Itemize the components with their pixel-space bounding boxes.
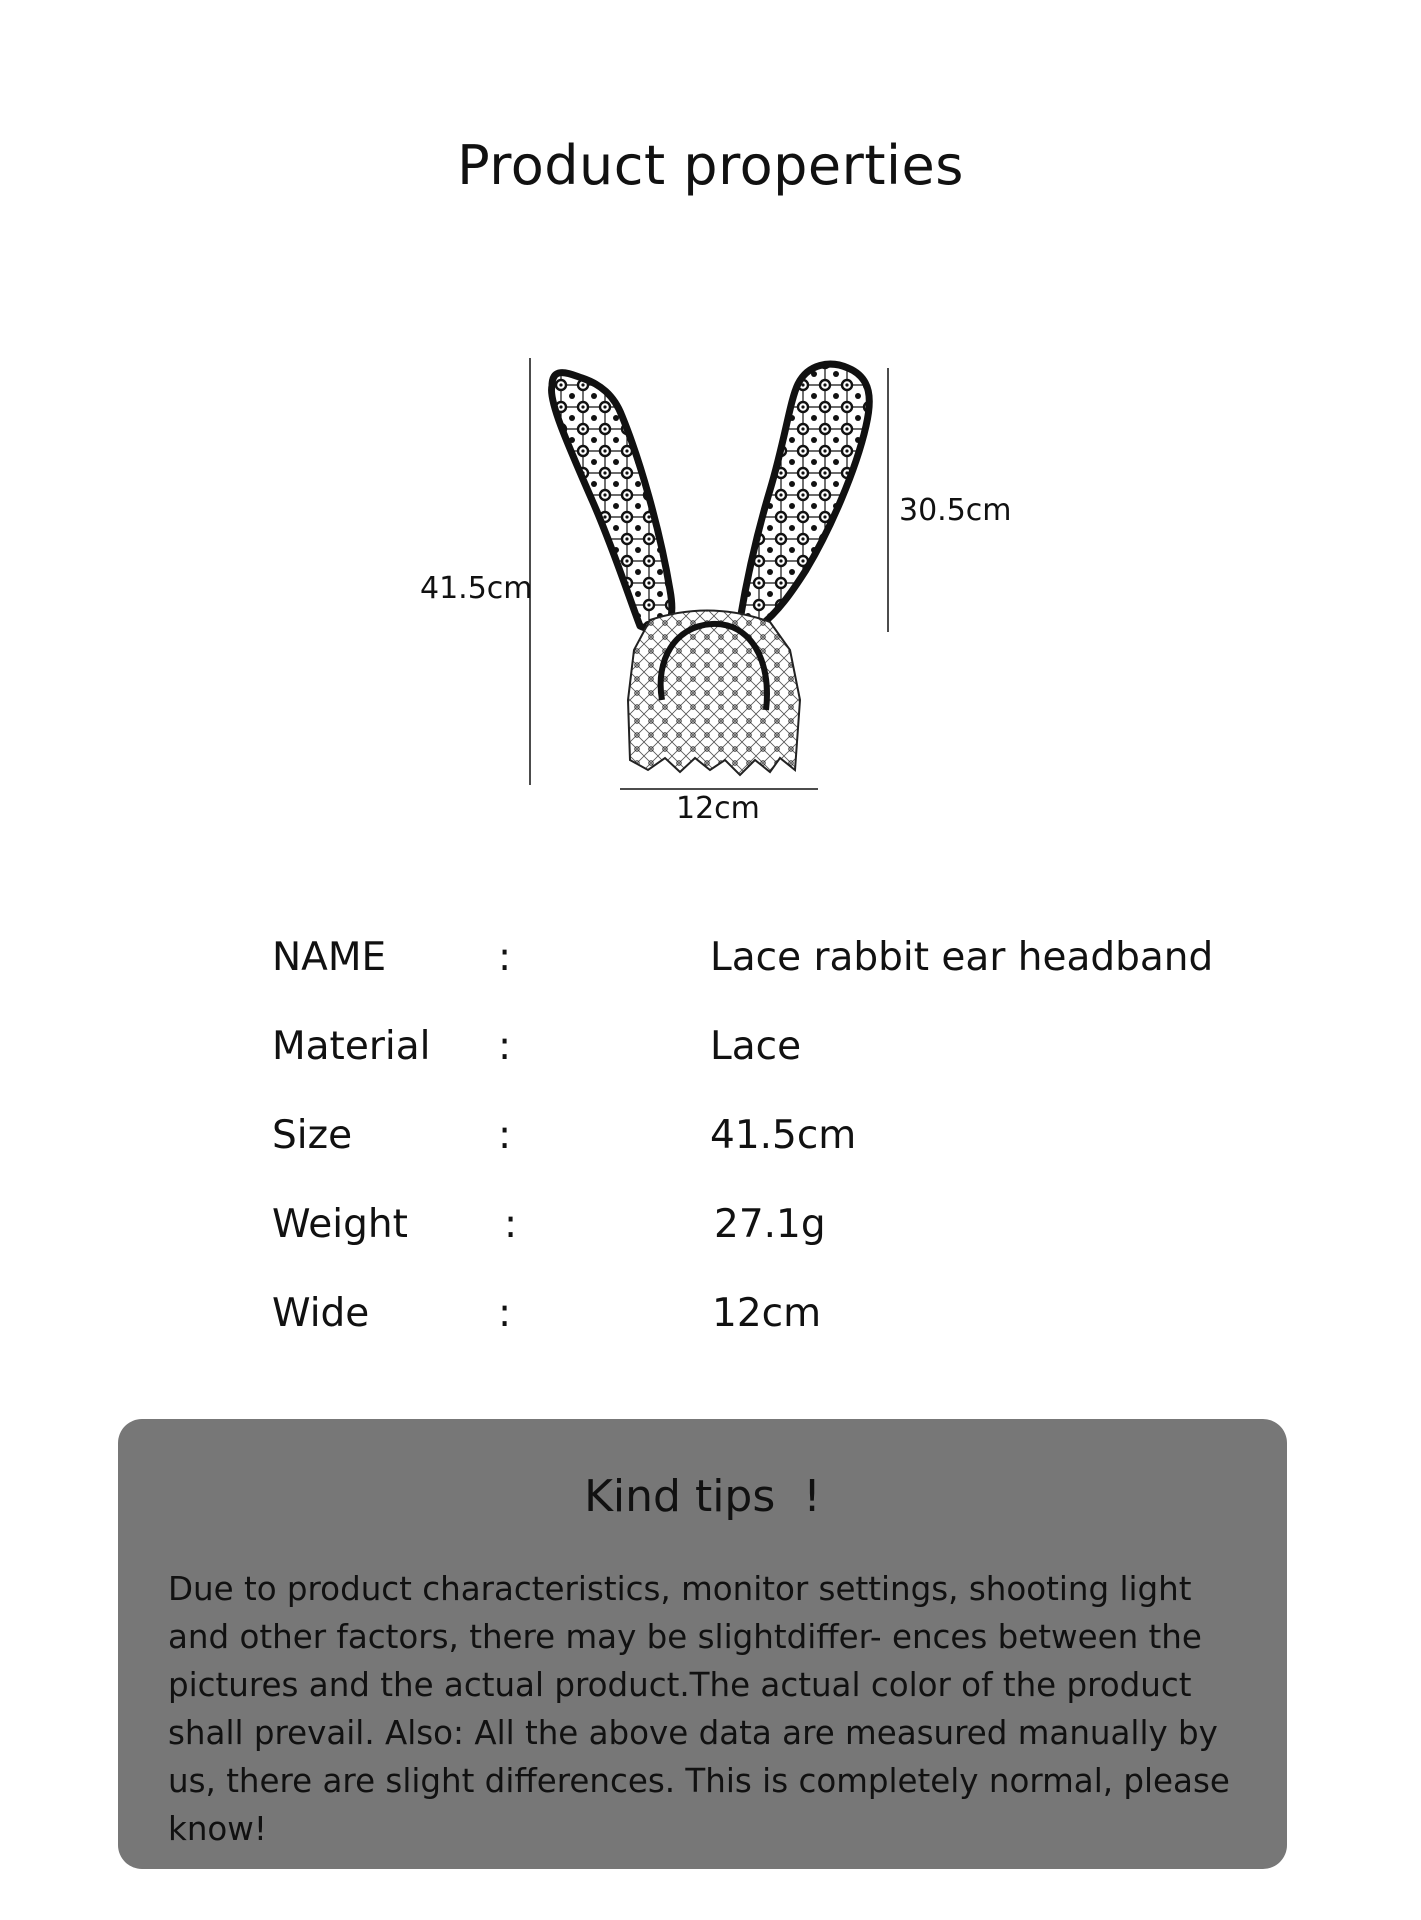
property-row-material: [272, 1024, 1272, 1084]
kind-tips-body: Due to product characteristics, monitor settings, shooting light and other factors, there may be slightdiffer- ences between the pictures and the actual product.The actual color of the product shall prevail. Also: All the above data are measured manually by us, there are slight differences. This is completely normal, please know!: [168, 1570, 1230, 1848]
property-separator: :: [498, 935, 512, 980]
property-key: Weight: [272, 1202, 408, 1247]
property-key: Wide: [272, 1291, 370, 1336]
lace-veil: [628, 610, 800, 775]
product-diagram: [0, 0, 1421, 900]
right-ear: [740, 364, 869, 626]
property-key: Material: [272, 1024, 431, 1069]
bunny-ear-headband-image: [0, 0, 1421, 900]
kind-tips-panel: [118, 1419, 1287, 1869]
page-title: Product properties: [457, 134, 964, 197]
property-key: Size: [272, 1113, 353, 1158]
kind-tips-title: Kind tips !: [584, 1471, 821, 1522]
width-label: 12cm: [676, 791, 760, 826]
property-separator: :: [504, 1202, 518, 1247]
property-value: 27.1g: [714, 1202, 826, 1247]
property-row-weight: [272, 1202, 1272, 1262]
property-separator: :: [498, 1291, 512, 1336]
height-label: 41.5cm: [420, 571, 533, 606]
property-value: Lace: [710, 1024, 802, 1069]
property-row-size: [272, 1113, 1272, 1173]
property-value: Lace rabbit ear headband: [710, 935, 1214, 980]
property-separator: :: [498, 1024, 512, 1069]
property-key: NAME: [272, 935, 387, 980]
left-ear: [551, 373, 671, 634]
property-row-name: [272, 935, 1272, 995]
property-row-wide: [272, 1291, 1272, 1351]
property-separator: :: [498, 1113, 512, 1158]
ear-length-label: 30.5cm: [899, 493, 1012, 528]
property-value: 12cm: [712, 1291, 822, 1336]
property-value: 41.5cm: [710, 1113, 857, 1158]
